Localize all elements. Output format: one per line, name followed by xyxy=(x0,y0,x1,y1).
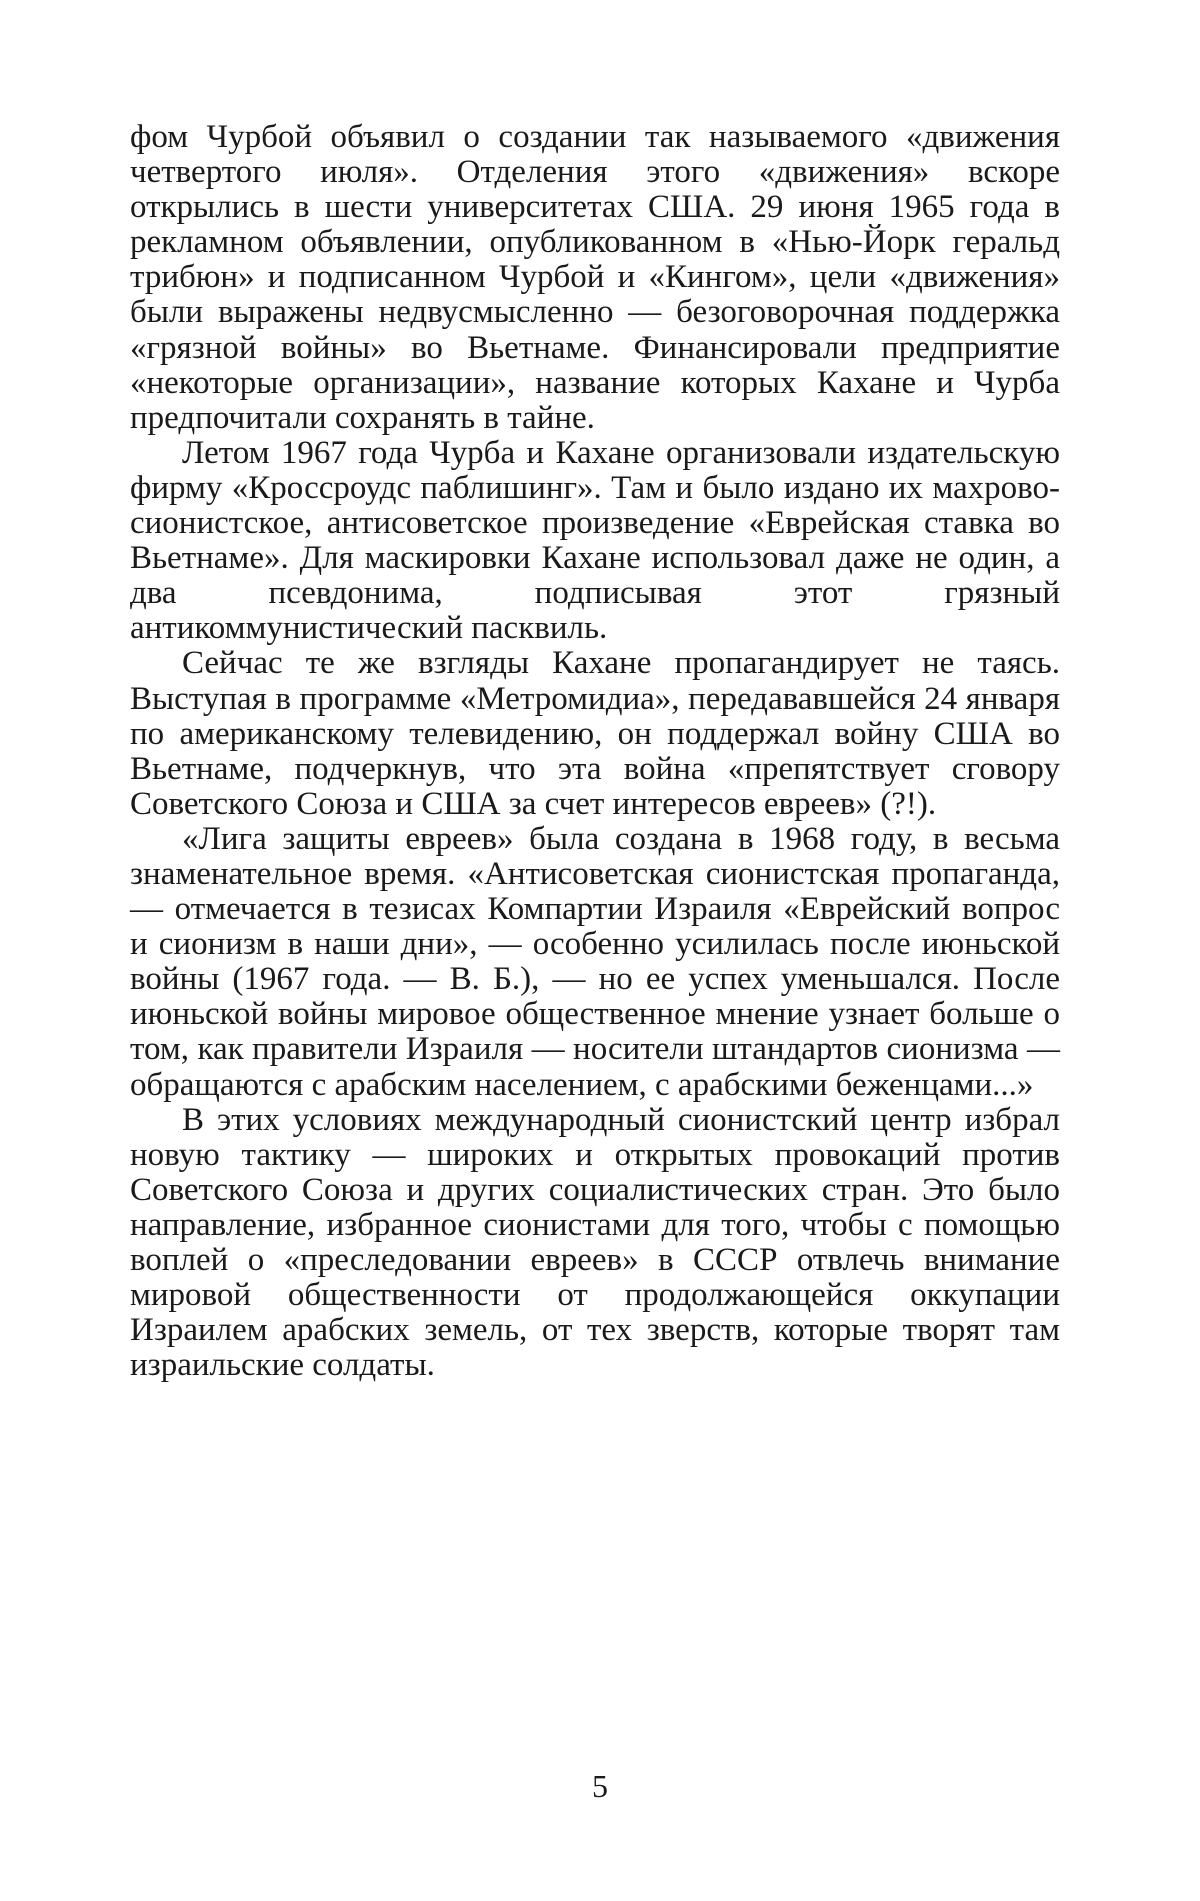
paragraph: Сейчас те же взгляды Кахане пропагандирует не таясь. Выступая в программе «Метромидиа», передававшейся 24 января по американскому телевидению, он поддержал войну США во Вьетнаме, подчеркнув, что эта война «препятствует сговору Советского Союза и США за счет интересов евреев» (?!). xyxy=(130,645,1060,822)
paragraph: Летом 1967 года Чурба и Кахане организовали издательскую фирму «Кроссроудс паблишинг». Там и было издано их махрово-сионистское, антисоветское произведение «Еврейская ставка во Вьетнаме». Для маскировки Кахане использовал даже не один, а два псевдонима, подписывая этот грязный антикоммунистический пасквиль. xyxy=(130,434,1060,647)
paragraph-continuation: фом Чурбой объявил о создании так называемого «движения четвертого июля». Отделения этого «движения» вскоре открылись в шести университетах США. 29 июня 1965 года в рекламном объявлении, опубликованном в «Нью-Йорк геральд трибюн» и подписанном Чурбой и «Кингом», цели «движения» были выражены недвусмысленно — безоговорочная поддержка «грязной войны» во Вьетнаме. Финансировали предприятие «некоторые организации», название которых Кахане и Чурба предпочитали сохранять в тайне. xyxy=(130,119,1060,436)
page-body-text xyxy=(130,120,1060,1383)
paragraph: В этих условиях международный сионистский центр избрал новую тактику — широких и открытых провокаций против Советского Союза и других социалистических стран. Это было направление, избранное сионистами для того, чтобы с помощью воплей о «преследовании евреев» в СССР отвлечь внимание мировой общественности от продолжающейся оккупации Израилем арабских земель, от тех зверств, которые творят там израильские солдаты. xyxy=(130,1101,1060,1384)
paragraph: «Лига защиты евреев» была создана в 1968 году, в весьма знаменательное время. «Антисоветская сионистская пропаганда, — отмечается в тезисах Компартии Израиля «Еврейский вопрос и сионизм в наши дни», — особенно усилилась после июньской войны (1967 года. — В. Б.), — но ее успех уменьшался. После июньской войны мировое общественное мнение узнает больше о том, как правители Израиля — носители штандартов сионизма — обращаются с арабским населением, с арабскими беженцами...» xyxy=(130,820,1060,1103)
page-number: 5 xyxy=(592,1768,608,1804)
